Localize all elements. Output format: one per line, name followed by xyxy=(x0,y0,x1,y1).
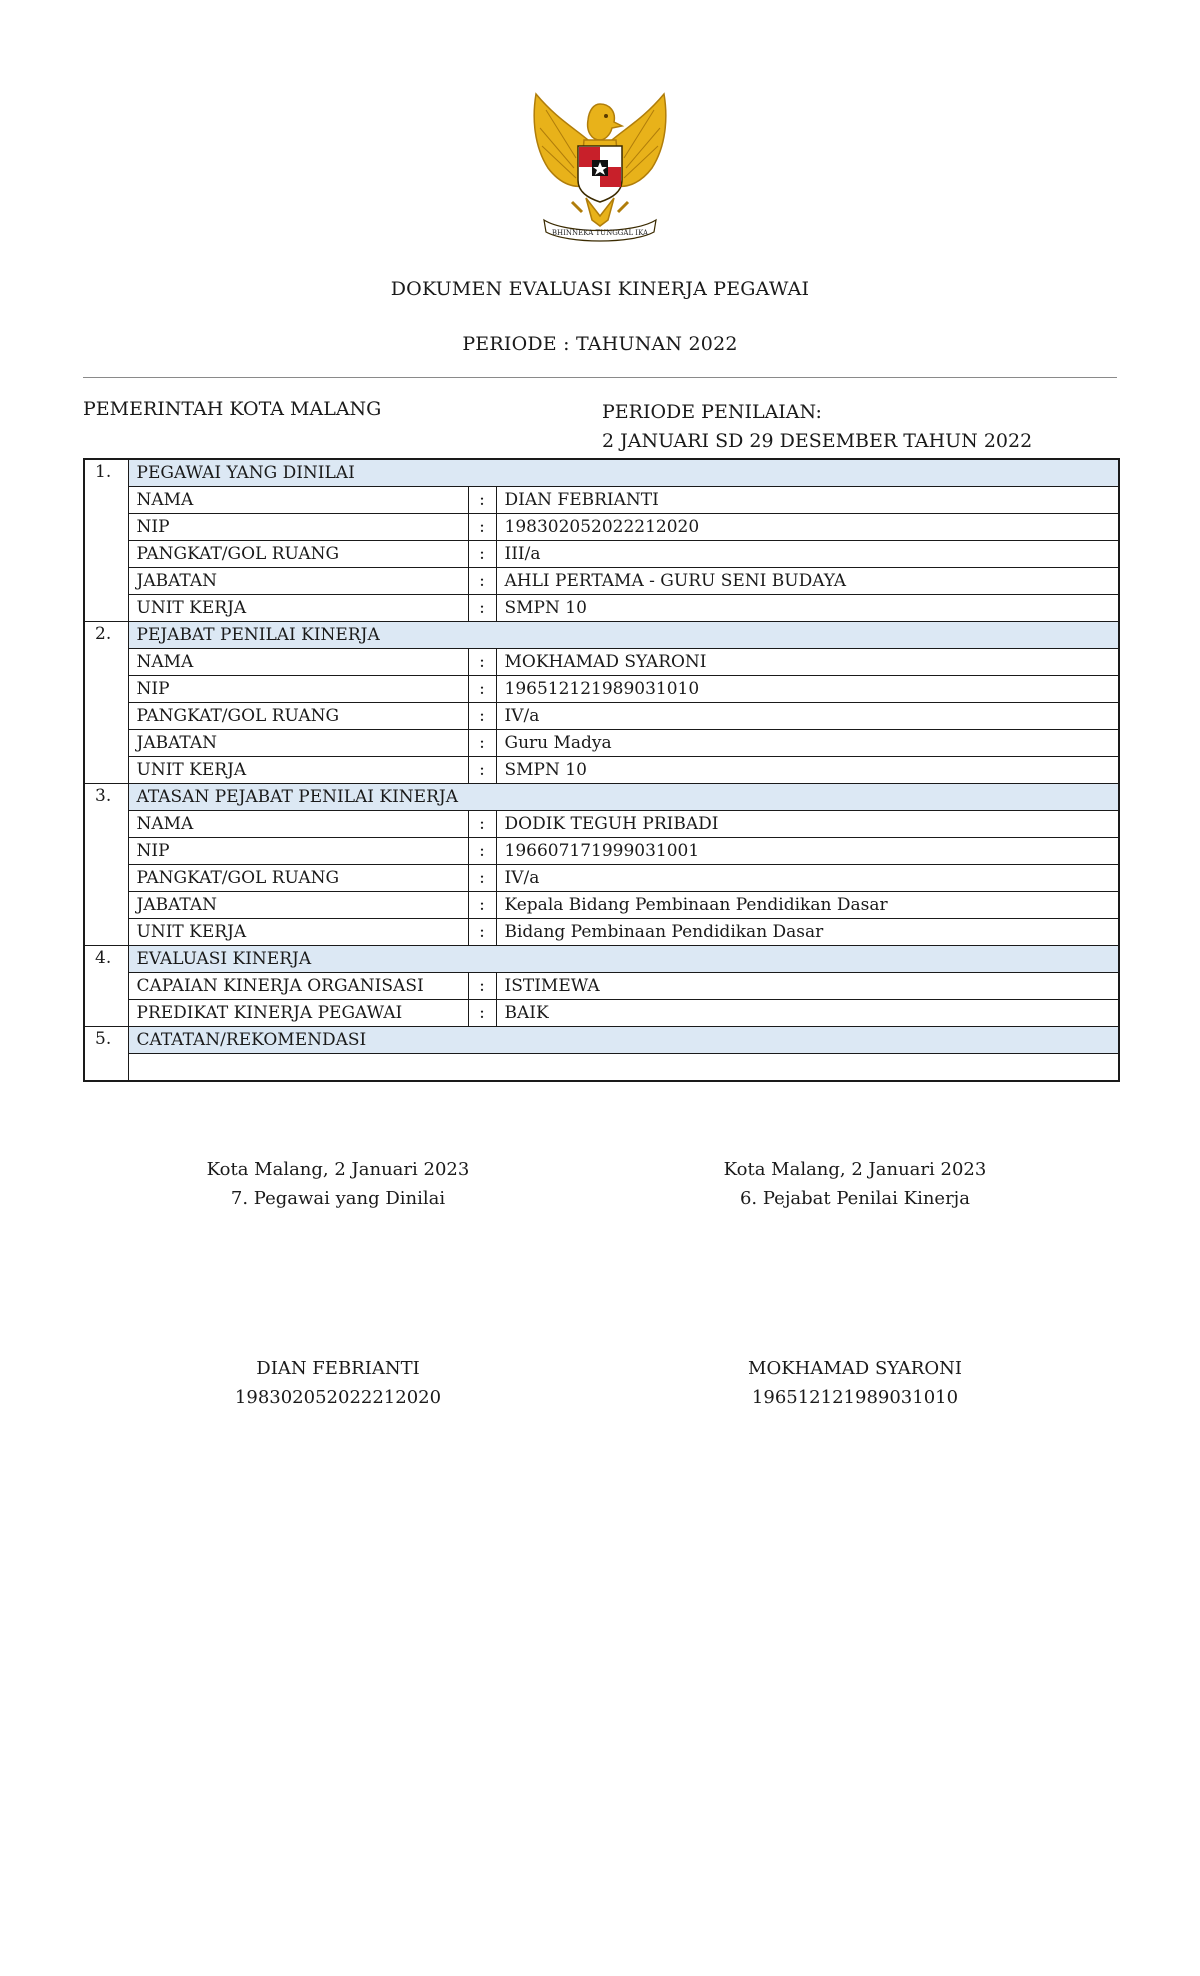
evaluation-form-table xyxy=(83,458,1120,1082)
assessment-period-value: 2 JANUARI SD 29 DESEMBER TAHUN 2022 xyxy=(602,430,1033,452)
field-label: JABATAN xyxy=(128,730,468,757)
table-row xyxy=(84,676,1119,703)
section-header-row xyxy=(84,784,1119,811)
field-label: UNIT KERJA xyxy=(128,595,468,622)
colon-separator: : xyxy=(468,730,496,757)
field-value: 196512121989031010 xyxy=(496,676,1119,703)
table-row xyxy=(84,730,1119,757)
colon-separator: : xyxy=(468,649,496,676)
signature-role: 7. Pegawai yang Dinilai xyxy=(230,1188,446,1209)
field-label: PANGKAT/GOL RUANG xyxy=(128,865,468,892)
section-number: 5. xyxy=(84,1027,128,1082)
assessment-period xyxy=(602,398,1032,456)
field-value: 196607171999031001 xyxy=(496,838,1119,865)
field-label: NAMA xyxy=(128,649,468,676)
notes-field xyxy=(128,1054,1119,1082)
field-value: IV/a xyxy=(496,703,1119,730)
colon-separator: : xyxy=(468,487,496,514)
field-value: IV/a xyxy=(496,865,1119,892)
table-row xyxy=(84,973,1119,1000)
signature-right-block xyxy=(655,1354,1055,1412)
section-header-row xyxy=(84,459,1119,487)
field-value: DIAN FEBRIANTI xyxy=(496,487,1119,514)
colon-separator: : xyxy=(468,757,496,784)
section-title: EVALUASI KINERJA xyxy=(128,946,1119,973)
colon-separator: : xyxy=(468,919,496,946)
document-title: DOKUMEN EVALUASI KINERJA PEGAWAI xyxy=(390,278,810,300)
field-label: JABATAN xyxy=(128,892,468,919)
signature-left-header xyxy=(138,1155,538,1213)
table-row xyxy=(84,541,1119,568)
table-row xyxy=(84,892,1119,919)
field-label: NAMA xyxy=(128,487,468,514)
colon-separator: : xyxy=(468,973,496,1000)
table-row xyxy=(84,919,1119,946)
colon-separator: : xyxy=(468,865,496,892)
signature-place-date: Kota Malang, 2 Januari 2023 xyxy=(723,1159,987,1180)
field-label: NAMA xyxy=(128,811,468,838)
colon-separator: : xyxy=(468,514,496,541)
signatory-name: MOKHAMAD SYARONI xyxy=(748,1358,962,1379)
field-value: 198302052022212020 xyxy=(496,514,1119,541)
signature-left-block xyxy=(138,1354,538,1412)
emblem-motto: BHINNEKA TUNGGAL IKA xyxy=(551,229,649,237)
table-row xyxy=(84,568,1119,595)
field-value: MOKHAMAD SYARONI xyxy=(496,649,1119,676)
field-value: SMPN 10 xyxy=(496,757,1119,784)
colon-separator: : xyxy=(468,568,496,595)
field-value: Bidang Pembinaan Pendidikan Dasar xyxy=(496,919,1119,946)
field-label: JABATAN xyxy=(128,568,468,595)
assessment-period-label: PERIODE PENILAIAN: xyxy=(602,401,822,423)
field-value: III/a xyxy=(496,541,1119,568)
table-row xyxy=(84,487,1119,514)
field-value: SMPN 10 xyxy=(496,595,1119,622)
field-label: UNIT KERJA xyxy=(128,757,468,784)
colon-separator: : xyxy=(468,703,496,730)
table-row xyxy=(84,649,1119,676)
section-title: CATATAN/REKOMENDASI xyxy=(128,1027,1119,1054)
colon-separator: : xyxy=(468,892,496,919)
table-row xyxy=(84,838,1119,865)
section-title: PEJABAT PENILAI KINERJA xyxy=(128,622,1119,649)
header-divider xyxy=(83,377,1117,378)
field-value: BAIK xyxy=(496,1000,1119,1027)
field-value: Kepala Bidang Pembinaan Pendidikan Dasar xyxy=(496,892,1119,919)
signature-role: 6. Pejabat Penilai Kinerja xyxy=(739,1188,970,1209)
colon-separator: : xyxy=(468,1000,496,1027)
section-header-row xyxy=(84,622,1119,649)
signature-right-header xyxy=(655,1155,1055,1213)
table-row xyxy=(84,1000,1119,1027)
colon-separator: : xyxy=(468,838,496,865)
field-label: NIP xyxy=(128,838,468,865)
section-title: ATASAN PEJABAT PENILAI KINERJA xyxy=(128,784,1119,811)
field-label: PANGKAT/GOL RUANG xyxy=(128,541,468,568)
field-label: UNIT KERJA xyxy=(128,919,468,946)
section-number: 1. xyxy=(84,459,128,622)
colon-separator: : xyxy=(468,595,496,622)
table-row xyxy=(84,514,1119,541)
section-number: 3. xyxy=(84,784,128,946)
section-header-row xyxy=(84,946,1119,973)
government-name: PEMERINTAH KOTA MALANG xyxy=(83,398,382,420)
field-label: PREDIKAT KINERJA PEGAWAI xyxy=(128,1000,468,1027)
section-header-row xyxy=(84,1027,1119,1054)
section-title: PEGAWAI YANG DINILAI xyxy=(128,459,1119,487)
signatory-nip: 196512121989031010 xyxy=(751,1387,959,1408)
field-label: NIP xyxy=(128,514,468,541)
field-label: PANGKAT/GOL RUANG xyxy=(128,703,468,730)
table-row xyxy=(84,757,1119,784)
table-row xyxy=(84,811,1119,838)
signature-place-date: Kota Malang, 2 Januari 2023 xyxy=(206,1159,470,1180)
colon-separator: : xyxy=(468,541,496,568)
field-value: DODIK TEGUH PRIBADI xyxy=(496,811,1119,838)
garuda-emblem-icon xyxy=(526,88,674,244)
table-row xyxy=(84,703,1119,730)
field-value: Guru Madya xyxy=(496,730,1119,757)
field-value: AHLI PERTAMA - GURU SENI BUDAYA xyxy=(496,568,1119,595)
field-label: CAPAIAN KINERJA ORGANISASI xyxy=(128,973,468,1000)
colon-separator: : xyxy=(468,811,496,838)
section-number: 2. xyxy=(84,622,128,784)
signatory-name: DIAN FEBRIANTI xyxy=(256,1358,420,1379)
table-row xyxy=(84,865,1119,892)
colon-separator: : xyxy=(468,676,496,703)
section-number: 4. xyxy=(84,946,128,1027)
field-value: ISTIMEWA xyxy=(496,973,1119,1000)
notes-row xyxy=(84,1054,1119,1082)
field-label: NIP xyxy=(128,676,468,703)
signatory-nip: 198302052022212020 xyxy=(234,1387,442,1408)
table-row xyxy=(84,595,1119,622)
document-period: PERIODE : TAHUNAN 2022 xyxy=(462,333,738,355)
